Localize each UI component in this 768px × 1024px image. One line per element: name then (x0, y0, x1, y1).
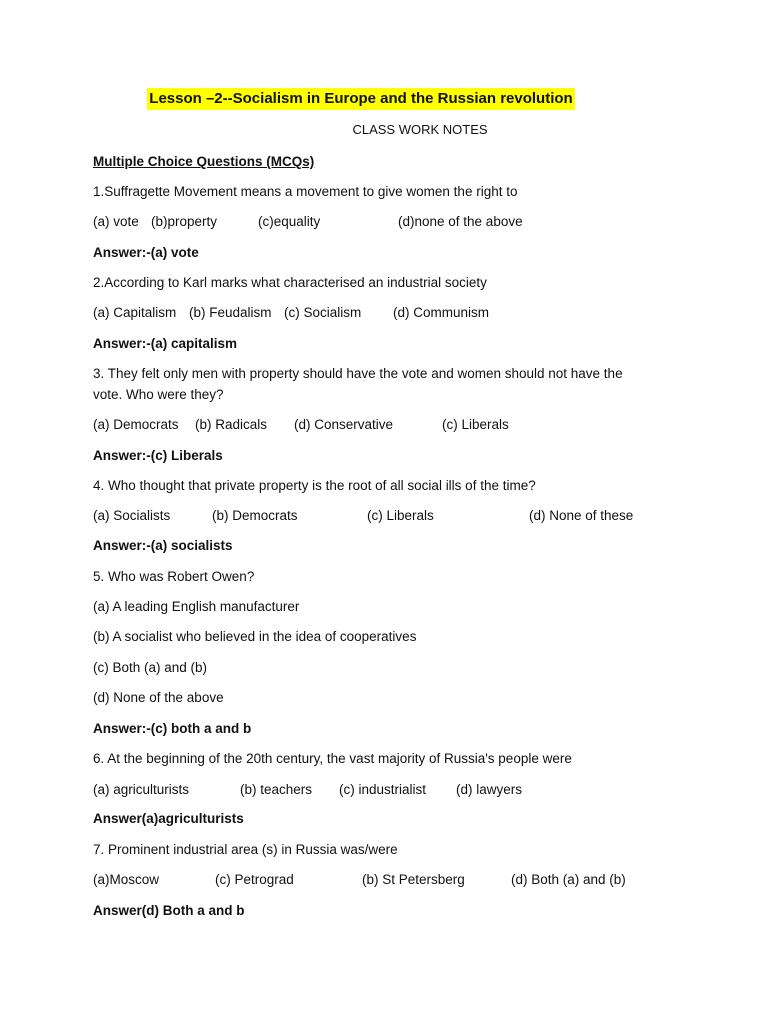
option-7c: (c) Petrograd (215, 872, 294, 887)
option-5c: (c) Both (a) and (b) (93, 660, 208, 675)
section-heading: Multiple Choice Questions (MCQs) (93, 154, 315, 169)
answer-6: Answer(a)agriculturists (93, 811, 244, 826)
option-7d: (d) Both (a) and (b) (511, 872, 626, 887)
option-5b: (b) A socialist who believed in the idea of cooperatives (93, 629, 417, 644)
option-1a: (a) vote (93, 214, 139, 229)
option-4a: (a) Socialists (93, 508, 171, 523)
option-4b: (b) Democrats (212, 508, 298, 523)
option-3b: (b) Radicals (195, 417, 268, 432)
option-5d: (d) None of the above (93, 690, 224, 705)
question-7: 7. Prominent industrial area (s) in Russia was/were (93, 842, 398, 857)
question-3-line-1: 3. They felt only men with property should have the vote and women should not have the (93, 366, 623, 381)
option-6b: (b) teachers (240, 782, 313, 797)
question-5: 5. Who was Robert Owen? (93, 569, 255, 584)
option-1c: (c)equality (258, 214, 321, 229)
option-4c: (c) Liberals (367, 508, 434, 523)
question-6: 6. At the beginning of the 20th century, the vast majority of Russia's people were (93, 751, 572, 766)
option-7b: (b) St Petersberg (362, 872, 465, 887)
question-1: 1.Suffragette Movement means a movement to give women the right to (93, 184, 518, 199)
option-3a: (a) Democrats (93, 417, 179, 432)
answer-3: Answer:-(c) Liberals (93, 448, 223, 463)
option-6c: (c) industrialist (339, 782, 427, 797)
answer-7: Answer(d) Both a and b (93, 903, 245, 918)
option-1b: (b)property (151, 214, 218, 229)
lesson-title: Lesson –2--Socialism in Europe and the Russian revolution (147, 88, 574, 110)
option-2b: (b) Feudalism (189, 305, 272, 320)
option-2c: (c) Socialism (284, 305, 362, 320)
option-6a: (a) agriculturists (93, 782, 190, 797)
options-row-7 (93, 869, 693, 890)
option-6d: (d) lawyers (456, 782, 523, 797)
answer-4: Answer:-(a) socialists (93, 538, 233, 553)
options-row-2 (93, 302, 693, 323)
options-row-4 (93, 505, 693, 526)
option-3d: (d) Conservative (294, 417, 394, 432)
option-7a: (a)Moscow (93, 872, 160, 887)
option-2d: (d) Communism (393, 305, 490, 320)
question-2: 2.According to Karl marks what characterised an industrial society (93, 275, 487, 290)
answer-2: Answer:-(a) capitalism (93, 336, 238, 351)
title-container (0, 88, 768, 110)
options-row-3 (93, 414, 693, 435)
option-2a: (a) Capitalism (93, 305, 177, 320)
answer-1: Answer:-(a) vote (93, 245, 199, 260)
options-row-1 (93, 211, 693, 232)
class-work-notes-label: CLASS WORK NOTES (352, 122, 488, 137)
option-1d: (d)none of the above (398, 214, 523, 229)
question-4: 4. Who thought that private property is the root of all social ills of the time? (93, 478, 536, 493)
answer-5: Answer:-(c) both a and b (93, 721, 252, 736)
question-3-line-2: vote. Who were they? (93, 387, 224, 402)
options-row-6 (93, 779, 693, 800)
option-4d: (d) None of these (529, 508, 634, 523)
option-5a: (a) A leading English manufacturer (93, 599, 300, 614)
option-3c: (c) Liberals (442, 417, 509, 432)
